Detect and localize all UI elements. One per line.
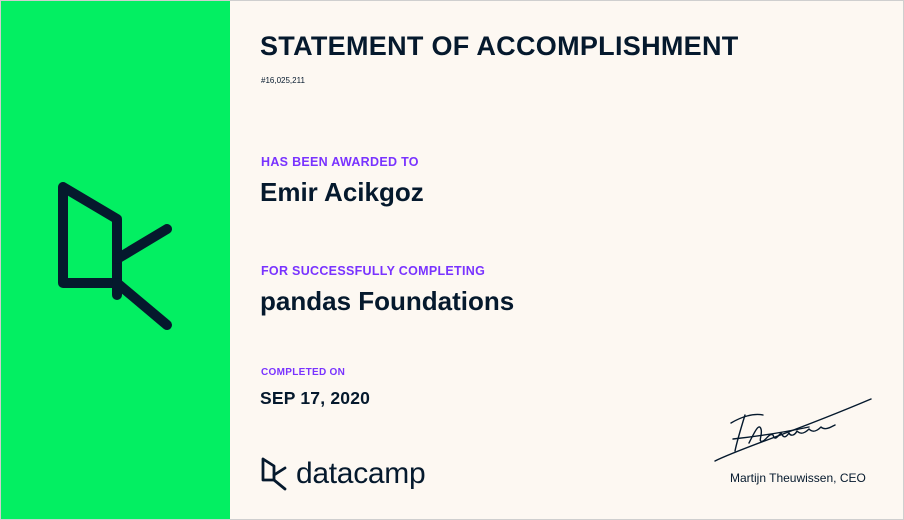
- datacamp-wordmark: datacamp: [296, 457, 426, 490]
- certificate-id: #16,025,211: [261, 76, 305, 85]
- completed-label: COMPLETED ON: [261, 367, 346, 378]
- datacamp-brand: [260, 456, 425, 492]
- ceo-signature: [711, 393, 882, 464]
- datacamp-mark-icon: [260, 456, 288, 492]
- certificate-title: STATEMENT OF ACCOMPLISHMENT: [260, 31, 739, 61]
- green-side-panel: [1, 1, 230, 519]
- awarded-label: HAS BEEN AWARDED TO: [261, 155, 419, 169]
- completing-label: FOR SUCCESSFULLY COMPLETING: [261, 264, 486, 278]
- course-name: pandas Foundations: [260, 286, 515, 316]
- datacamp-logo-icon: [55, 179, 179, 331]
- signer-name: Martijn Theuwissen, CEO: [730, 471, 866, 485]
- recipient-name: Emir Acikgoz: [260, 177, 424, 207]
- completion-date: SEP 17, 2020: [260, 388, 371, 408]
- signature-text: Theuwissen: [876, 463, 882, 464]
